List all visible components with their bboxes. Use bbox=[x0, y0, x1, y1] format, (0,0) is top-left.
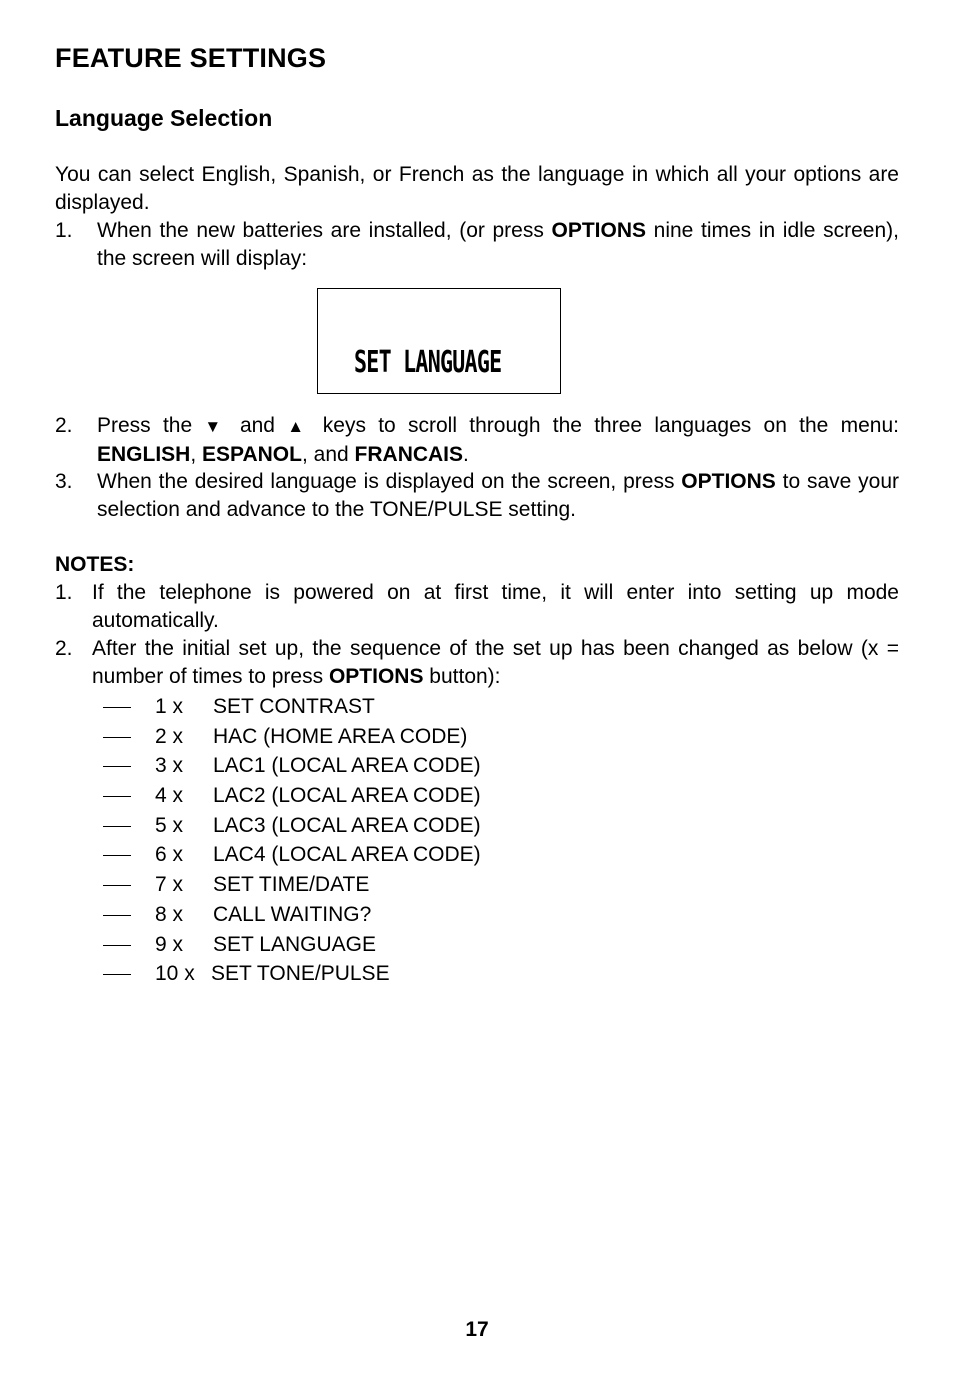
dash-bullet bbox=[103, 974, 131, 975]
options-key-label: OPTIONS bbox=[328, 665, 424, 688]
manual-page bbox=[55, 0, 899, 1382]
up-arrow-key-icon: ▲ bbox=[287, 417, 311, 436]
note-2 bbox=[55, 635, 899, 691]
dash-bullet bbox=[103, 826, 131, 827]
press-count: 5 x bbox=[155, 813, 184, 837]
dash-bullet bbox=[103, 945, 131, 946]
press-count: 3 x bbox=[155, 754, 184, 778]
language-francais: FRANCAIS bbox=[354, 443, 464, 466]
setting-label: HAC (HOME AREA CODE) bbox=[213, 724, 468, 748]
press-count: 4 x bbox=[155, 784, 184, 808]
lcd-screen-illustration bbox=[317, 288, 561, 394]
setting-label: SET CONTRAST bbox=[213, 695, 375, 718]
press-count: 9 x bbox=[155, 932, 184, 956]
setting-label: LAC1 (LOCAL AREA CODE) bbox=[213, 754, 481, 778]
note-number: 2. bbox=[55, 637, 73, 660]
step-number: 1. bbox=[55, 219, 73, 242]
press-count: 6 x bbox=[155, 843, 184, 867]
dash-bullet bbox=[103, 885, 131, 886]
section-heading: FEATURE SETTINGS bbox=[55, 43, 327, 73]
setting-label: LAC3 (LOCAL AREA CODE) bbox=[213, 813, 481, 837]
press-count: 7 x bbox=[155, 873, 184, 897]
step-text: When the desired language is displayed on the screen, press OPTIONS to save your selection and advance to the TONE/PULSE setting. bbox=[97, 470, 899, 521]
intro-paragraph: You can select English, Spanish, or French as the language in which all your options are displayed. bbox=[55, 163, 899, 214]
subsection-heading: Language Selection bbox=[55, 105, 273, 131]
dash-bullet bbox=[103, 855, 131, 856]
setting-label: SET TIME/DATE bbox=[213, 873, 370, 897]
setting-label: CALL WAITING? bbox=[213, 902, 372, 926]
options-key-label: OPTIONS bbox=[681, 470, 776, 493]
lcd-display-text: SET LANGUAGE bbox=[354, 345, 502, 380]
press-count: 8 x bbox=[155, 902, 184, 926]
options-key-label: OPTIONS bbox=[551, 219, 647, 242]
down-arrow-key-icon: ▼ bbox=[204, 417, 228, 436]
dash-bullet bbox=[103, 915, 131, 916]
dash-bullet bbox=[103, 796, 131, 797]
note-text: After the initial set up, the sequence of the set up has been changed as below (x = number of times to press OPTIONS button): bbox=[92, 637, 899, 688]
press-count: 10 x bbox=[155, 962, 195, 986]
step-number: 3. bbox=[55, 470, 73, 493]
setting-label: SET LANGUAGE bbox=[213, 932, 376, 956]
language-espanol: ESPANOL bbox=[202, 443, 302, 466]
press-count: 2 x bbox=[155, 724, 184, 748]
step-number: 2. bbox=[55, 414, 73, 437]
page-number: 17 bbox=[465, 1318, 489, 1341]
step-text: When the new batteries are installed, (or press OPTIONS nine times in idle screen), the screen will display: bbox=[97, 219, 899, 270]
note-1 bbox=[55, 579, 899, 635]
language-english: ENGLISH bbox=[97, 443, 191, 466]
dash-bullet bbox=[103, 707, 131, 708]
setting-label: LAC4 (LOCAL AREA CODE) bbox=[213, 843, 481, 867]
notes-heading: NOTES: bbox=[55, 553, 135, 576]
step-3 bbox=[55, 468, 899, 524]
note-number: 1. bbox=[55, 581, 73, 604]
step-text: Press the ▼ and ▲ keys to scroll through the three languages on the menu: ENGLISH, ESPANOL, and FRANCAIS. bbox=[97, 414, 899, 466]
setting-label: LAC2 (LOCAL AREA CODE) bbox=[213, 784, 481, 808]
note-text: If the telephone is powered on at first time, it will enter into setting up mode automatically. bbox=[92, 581, 899, 632]
press-count: 1 x bbox=[155, 695, 184, 718]
setting-label: SET TONE/PULSE bbox=[211, 962, 390, 986]
dash-bullet bbox=[103, 766, 131, 767]
step-1 bbox=[55, 217, 899, 273]
dash-bullet bbox=[103, 737, 131, 738]
step-2 bbox=[55, 412, 899, 469]
